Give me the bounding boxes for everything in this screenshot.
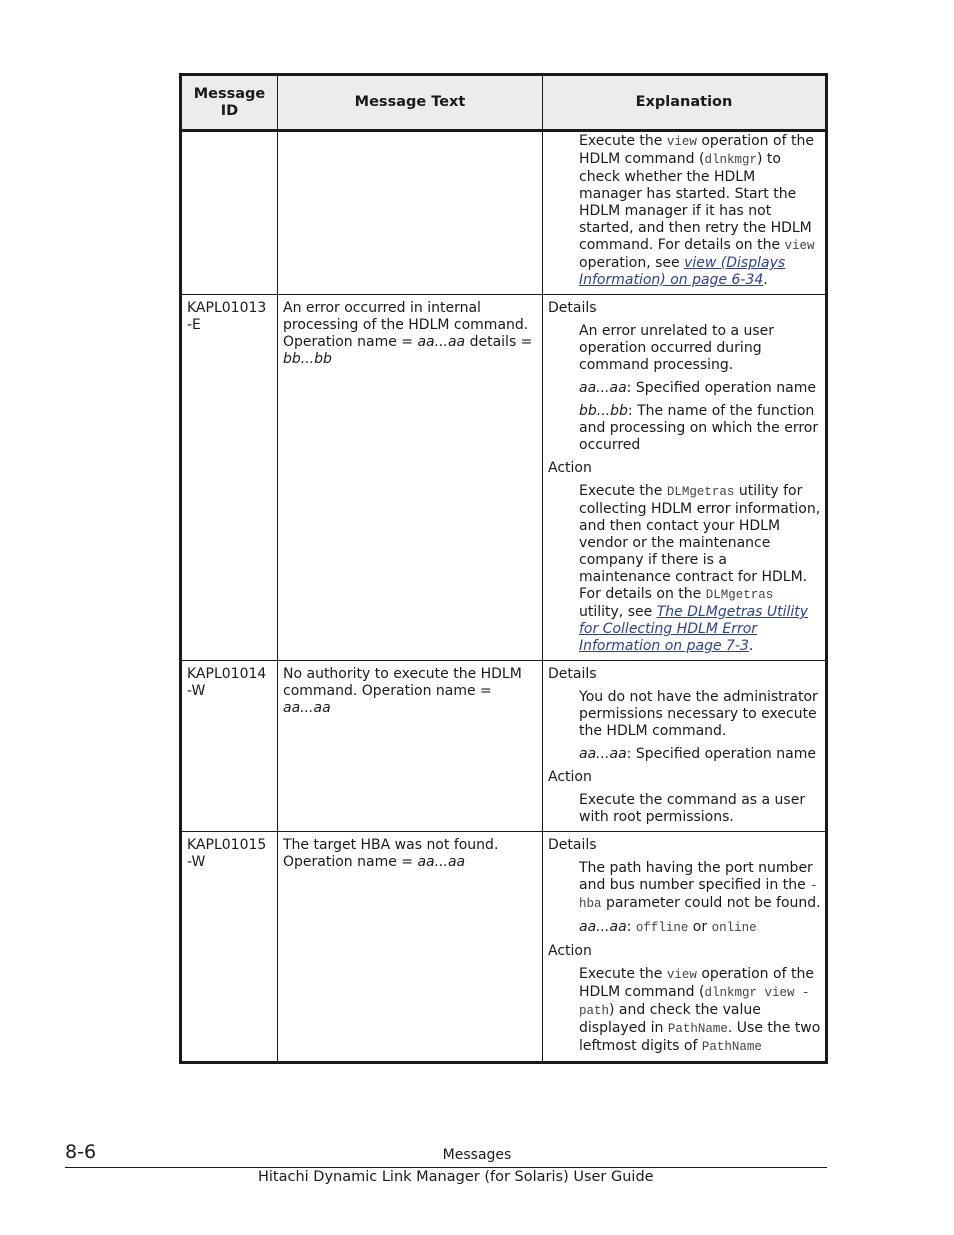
text-run: utility for collecting HDLM error information, and then contact your HDLM vendor or the maintenance company if there is a maintenance contract for HDLM. For details on the: [579, 483, 821, 602]
variable-run: aa...aa: [417, 854, 466, 870]
code-run: dlnkmgr: [704, 153, 757, 167]
cell-text: [278, 131, 543, 295]
table-header-row: [181, 75, 827, 131]
action-label: Action: [548, 460, 592, 476]
details-paragraph: [579, 919, 821, 937]
details-paragraph: [579, 860, 821, 913]
text-run: ) to check whether the HDLM manager has started. Start the HDLM manager if it has not started, and then retry the HDLM command. For details on the: [579, 151, 812, 253]
text-run: details =: [465, 334, 533, 350]
cell-id: [181, 131, 278, 295]
text-run: .: [748, 638, 754, 654]
text-run: An error occurred in internal processing of the HDLM command. Operation name =: [283, 300, 529, 350]
code-run: PathName: [701, 1040, 762, 1054]
text-run: operation of the HDLM command (: [579, 966, 814, 1000]
cross-reference-link[interactable]: The DLMgetras Utility for Collecting HDLM Error Information on page 7-3: [579, 604, 809, 654]
action-paragraph: [579, 966, 821, 1056]
code-run: DLMgetras: [666, 485, 735, 499]
action-label: Action: [548, 943, 592, 959]
cell-message-text: [278, 661, 543, 832]
code-run: dlnkmgr view -path: [579, 986, 810, 1018]
text-run: operation, see: [579, 255, 685, 271]
text-run: . Use the two leftmost digits of: [579, 1020, 821, 1054]
cell-explanation: [543, 131, 827, 295]
details-paragraph: An error unrelated to a user operation occurred during command processing.: [579, 323, 775, 373]
variable-run: aa...aa: [283, 700, 331, 716]
table-row: [181, 661, 827, 832]
code-run: view: [666, 968, 697, 982]
action-paragraph: [579, 133, 821, 289]
text-run: Execute the: [579, 966, 667, 982]
text-run: The target HBA was not found. Operation name =: [283, 837, 499, 870]
text-run: .: [763, 272, 768, 288]
details-paragraph: [579, 746, 821, 763]
messages-table: [179, 73, 828, 1064]
variable-run: aa...aa: [417, 334, 466, 350]
action-paragraph: [579, 483, 821, 655]
action-label: Action: [548, 769, 592, 785]
code-run: DLMgetras: [705, 588, 774, 602]
details-label: Details: [548, 837, 597, 853]
code-run: offline: [635, 921, 689, 935]
text-run: Execute the: [579, 483, 667, 499]
text-run: Execute the: [579, 133, 667, 149]
code-run: online: [711, 921, 757, 935]
text-run: parameter could not be found.: [601, 895, 821, 911]
details-label: Details: [548, 666, 597, 682]
variable-run: bb...bb: [283, 351, 332, 367]
header-message-text: Message Text: [278, 75, 543, 131]
code-run: -hba: [579, 879, 818, 911]
footer-divider: [65, 1167, 827, 1168]
text-run: : The name of the function and processing on which the error occurred: [579, 403, 819, 453]
details-paragraph: [579, 403, 821, 454]
text-run: No authority to execute the HDLM command. Operation name =: [283, 666, 522, 699]
cell-message-text: [278, 832, 543, 1063]
section-title: Messages: [442, 1147, 512, 1163]
variable-run: aa...aa: [579, 746, 627, 762]
action-paragraph: Execute the command as a user with root permissions.: [579, 792, 806, 825]
details-paragraph: [579, 380, 821, 397]
cross-reference-link[interactable]: view (Displays Information) on page 6-34: [579, 255, 786, 288]
variable-run: aa...aa: [579, 380, 627, 396]
book-title: Hitachi Dynamic Link Manager (for Solaris) User Guide: [258, 1169, 654, 1185]
variable-run: aa...aa: [579, 919, 627, 935]
text-run: The path having the port number and bus number specified in the: [579, 860, 813, 893]
text-run: operation of the HDLM command (: [579, 133, 814, 167]
cell-message-id: KAPL01015 -W: [181, 832, 278, 1063]
text-run: utility, see: [579, 604, 657, 620]
header-explanation: Explanation: [543, 75, 827, 131]
text-run: : Specified operation name: [626, 380, 816, 396]
text-run: :: [626, 919, 636, 935]
page-number: 8-6: [65, 1141, 97, 1163]
table-row: [181, 832, 827, 1063]
table-row-continuation: [181, 131, 827, 295]
variable-run: bb...bb: [579, 403, 628, 419]
text-run: ) and check the value displayed in: [579, 1002, 761, 1036]
header-message-id: Message ID: [181, 75, 278, 131]
text-run: or: [688, 919, 712, 935]
cell-message-id: KAPL01014 -W: [181, 661, 278, 832]
details-label: Details: [548, 300, 597, 316]
cell-message-id: KAPL01013 -E: [181, 295, 278, 661]
details-paragraph: You do not have the administrator permissions necessary to execute the HDLM command.: [579, 689, 818, 739]
code-run: PathName: [667, 1022, 728, 1036]
cell-explanation: [543, 832, 827, 1063]
table-row: [181, 295, 827, 661]
code-run: view: [784, 239, 815, 253]
text-run: : Specified operation name: [626, 746, 816, 762]
cell-explanation: [543, 295, 827, 661]
code-run: view: [666, 135, 697, 149]
cell-explanation: [543, 661, 827, 832]
cell-message-text: [278, 295, 543, 661]
